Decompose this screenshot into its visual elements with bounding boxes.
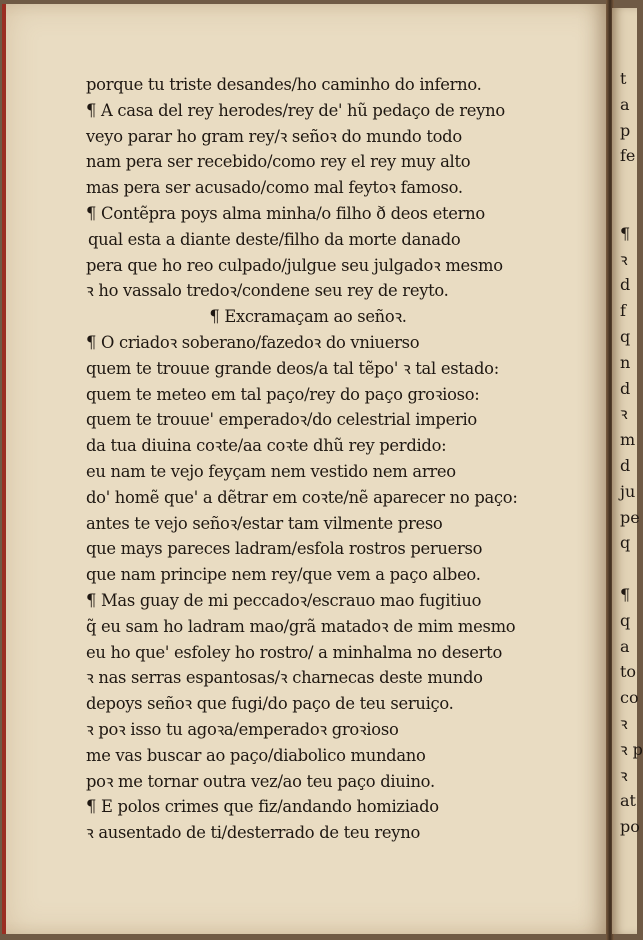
text-line: ꝛ ho vassalo tredoꝛ/condene seu rey de reyto. xyxy=(86,281,449,301)
next-page-fragment: at xyxy=(620,791,636,811)
text-line: nam pera ser recebido/como rey el rey muy alto xyxy=(86,152,471,172)
next-page-fragment: ¶ xyxy=(620,223,631,243)
next-page-fragment: ꝛ xyxy=(620,713,628,733)
text-line: da tua diuina coꝛte/aa coꝛte dhũ rey perdido: xyxy=(86,436,447,456)
next-page-fragment: po xyxy=(620,817,640,837)
text-line: poꝛ me tornar outra vez/ao teu paço diuino. xyxy=(86,771,435,791)
next-page-fragment: ꝛ p xyxy=(620,739,643,759)
next-page-fragment: a xyxy=(620,94,630,114)
next-page-fragment: to xyxy=(620,662,637,682)
next-page-fragment: ¶ xyxy=(620,584,631,604)
next-page-fragment xyxy=(620,556,643,582)
next-page-fragment: d xyxy=(620,275,631,295)
next-page-fragment: q xyxy=(620,326,631,346)
next-page-fragment: pe xyxy=(620,507,640,527)
next-page-fragment: ꝛ xyxy=(620,249,628,269)
text-line: ꝛ nas serras espantosas/ꝛ charnecas deste mundo xyxy=(86,668,483,688)
text-line: que nam principe nem rey/que vem a paço albeo. xyxy=(86,565,481,585)
text-line: quem te meteo em tal paço/rey do paço groꝛioso: xyxy=(86,384,480,404)
next-page-fragment: m xyxy=(620,430,636,450)
next-page-fragment: q xyxy=(620,610,631,630)
text-line: ¶ Excramaçam ao señoꝛ. xyxy=(209,307,407,327)
text-line: q̃ eu sam ho ladram mao/grã matadoꝛ de mim mesmo xyxy=(86,616,516,636)
next-page-fragment: d xyxy=(620,378,631,398)
next-page-fragment: t xyxy=(620,69,627,88)
next-page-fragment: ju xyxy=(620,481,636,501)
text-line: quem te trouue' emperadoꝛ/do celestrial imperio xyxy=(86,410,477,430)
text-line: qual esta a diante deste/filho da morte danado xyxy=(87,229,461,249)
next-page-text xyxy=(620,66,643,840)
next-page-fragment: n xyxy=(620,352,631,372)
next-page-fragment: d xyxy=(620,455,631,475)
text-line: quem te trouue grande deos/a tal tẽpo' ꝛ tal estado: xyxy=(86,358,499,378)
next-page-fragment: f xyxy=(620,301,626,321)
text-line: ꝛ poꝛ isso tu agoꝛa/emperadoꝛ groꝛioso xyxy=(86,719,399,739)
text-line: eu ho que' esfoley ho rostro/ a minhalma no deserto xyxy=(86,642,502,662)
book-page xyxy=(2,4,608,934)
next-page-fragment: ꝛ xyxy=(620,404,628,424)
text-line: ¶ Contẽpra poys alma minha/o filho ð deos eterno xyxy=(86,203,485,223)
text-line: ¶ O criadoꝛ soberano/fazedoꝛ do vniuerso xyxy=(86,332,420,352)
next-page-fragment: ꝛ xyxy=(620,765,628,785)
text-line: ¶ Mas guay de mi peccadoꝛ/escrauo mao fugitiuo xyxy=(86,590,482,610)
next-page-edge xyxy=(612,8,643,934)
text-line: ꝛ ausentado de ti/desterrado de teu reyno xyxy=(86,823,421,843)
text-line: do' homẽ que' a dẽtrar em coꝛte/nẽ aparecer no paço: xyxy=(86,487,518,507)
text-line: mas pera ser acusado/como mal feytoꝛ famoso. xyxy=(86,178,463,198)
text-line: porque tu triste desandes/ho caminho do inferno. xyxy=(86,75,482,94)
next-page-fragment xyxy=(620,195,643,221)
text-block xyxy=(86,72,606,846)
text-line: ¶ A casa del rey herodes/rey de' hũ pedaço de reyno xyxy=(86,100,505,120)
text-line: pera que ho reo culpado/julgue seu julgadoꝛ mesmo xyxy=(86,255,503,275)
text-line: antes te vejo señoꝛ/estar tam vilmente preso xyxy=(86,513,443,533)
next-page-fragment xyxy=(620,169,643,195)
next-page-fragment: co xyxy=(620,688,639,708)
text-line: depoys señoꝛ que fugi/do paço de teu seruiço. xyxy=(86,694,454,714)
next-page-fragment: p xyxy=(620,120,631,140)
text-line: que mays pareces ladram/esfola rostros peruerso xyxy=(86,539,483,559)
next-page-fragment: a xyxy=(620,636,630,656)
text-line: me vas buscar ao paço/diabolico mundano xyxy=(86,745,426,765)
next-page-fragment: fe xyxy=(620,146,636,166)
text-line: eu nam te vejo feyçam nem vestido nem arreo xyxy=(86,461,456,481)
text-line: ¶ E polos crimes que fiz/andando homiziado xyxy=(86,797,439,817)
text-line: veyo parar ho gram rey/ꝛ señoꝛ do mundo todo xyxy=(86,126,462,146)
next-page-fragment: q xyxy=(620,533,631,553)
